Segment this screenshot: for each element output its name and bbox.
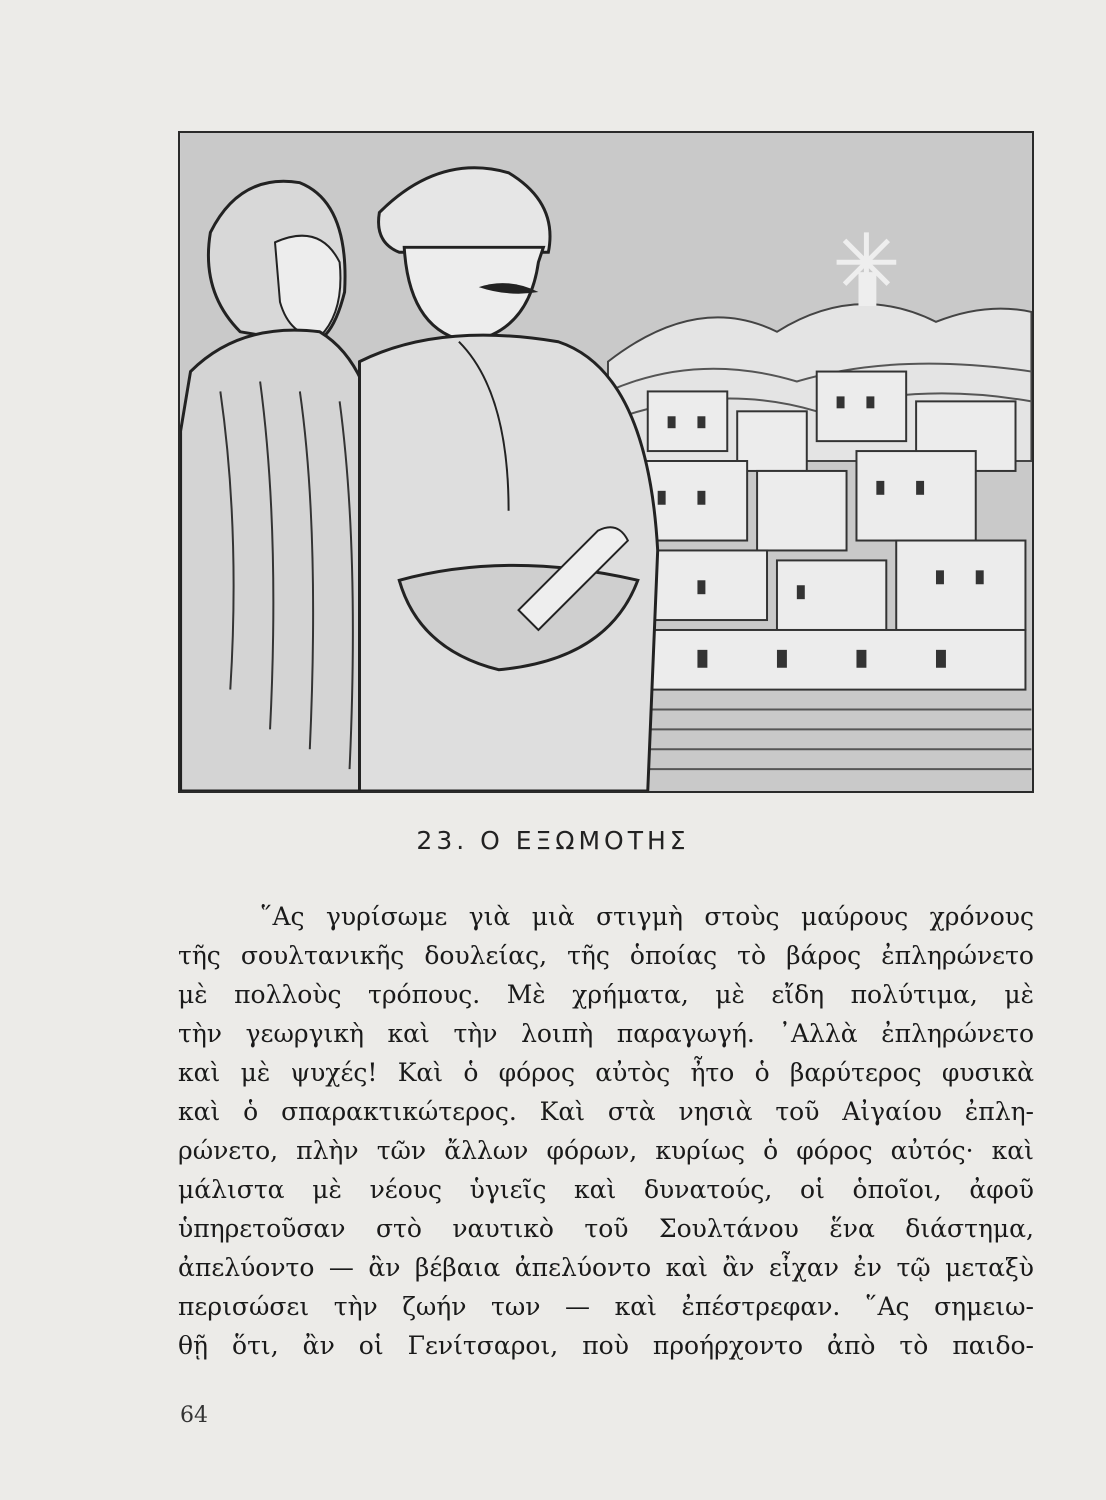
text-line: μὲ πολλοὺς τρόπους. Μὲ χρήματα, μὲ εἴδη πολύτιμα, μὲ	[178, 980, 1034, 1009]
text-line: καὶ ὁ σπαρακτικώτερος. Καὶ στὰ νησιὰ τοῦ Αἰγαίου ἐπλη-	[178, 1097, 1034, 1126]
text-line: ἀπελύοντο — ἂν βέβαια ἀπελύοντο καὶ ἂν εἶχαν ἐν τῷ μεταξὺ	[178, 1253, 1034, 1282]
page-number: 64	[180, 1403, 208, 1428]
text-line: τὴν γεωργικὴ καὶ τὴν λοιπὴ παραγωγή. ᾿Αλλὰ ἐπληρώνετο	[178, 1019, 1034, 1048]
text-line: καὶ μὲ ψυχές! Καὶ ὁ φόρος αὐτὸς ἦτο ὁ βαρύτερος φυσικὰ	[178, 1058, 1034, 1087]
text-line: ῞Ας γυρίσωμε γιὰ μιὰ στιγμὴ στοὺς μαύρους χρόνους	[260, 902, 1034, 931]
text-line: τῆς σουλτανικῆς δουλείας, τῆς ὁποίας τὸ βάρος ἐπληρώνετο	[178, 941, 1034, 970]
text-line: ρώνετο, πλὴν τῶν ἄλλων φόρων, κυρίως ὁ φόρος αὐτός· καὶ	[178, 1136, 1034, 1165]
text-line: θῇ ὅτι, ἂν οἱ Γενίτσαροι, ποὺ προήρχοντο ἀπὸ τὸ παιδο-	[178, 1331, 1034, 1360]
illustration-woman-and-man-icon	[180, 133, 1032, 791]
text-line: μάλιστα μὲ νέους ὑγιεῖς καὶ δυνατούς, οἱ ὁποῖοι, ἀφοῦ	[178, 1175, 1034, 1204]
text-line: ὑπηρετοῦσαν στὸ ναυτικὸ τοῦ Σουλτάνου ἕνα διάστημα,	[178, 1214, 1034, 1243]
chapter-illustration	[178, 131, 1034, 793]
text-line: περισώσει τὴν ζωήν των — καὶ ἐπέστρεφαν. ῞Ας σημειω-	[178, 1292, 1034, 1321]
body-text	[178, 897, 1034, 1365]
chapter-title: 23. Ο ΕΞΩΜΟΤΗΣ	[416, 826, 690, 855]
